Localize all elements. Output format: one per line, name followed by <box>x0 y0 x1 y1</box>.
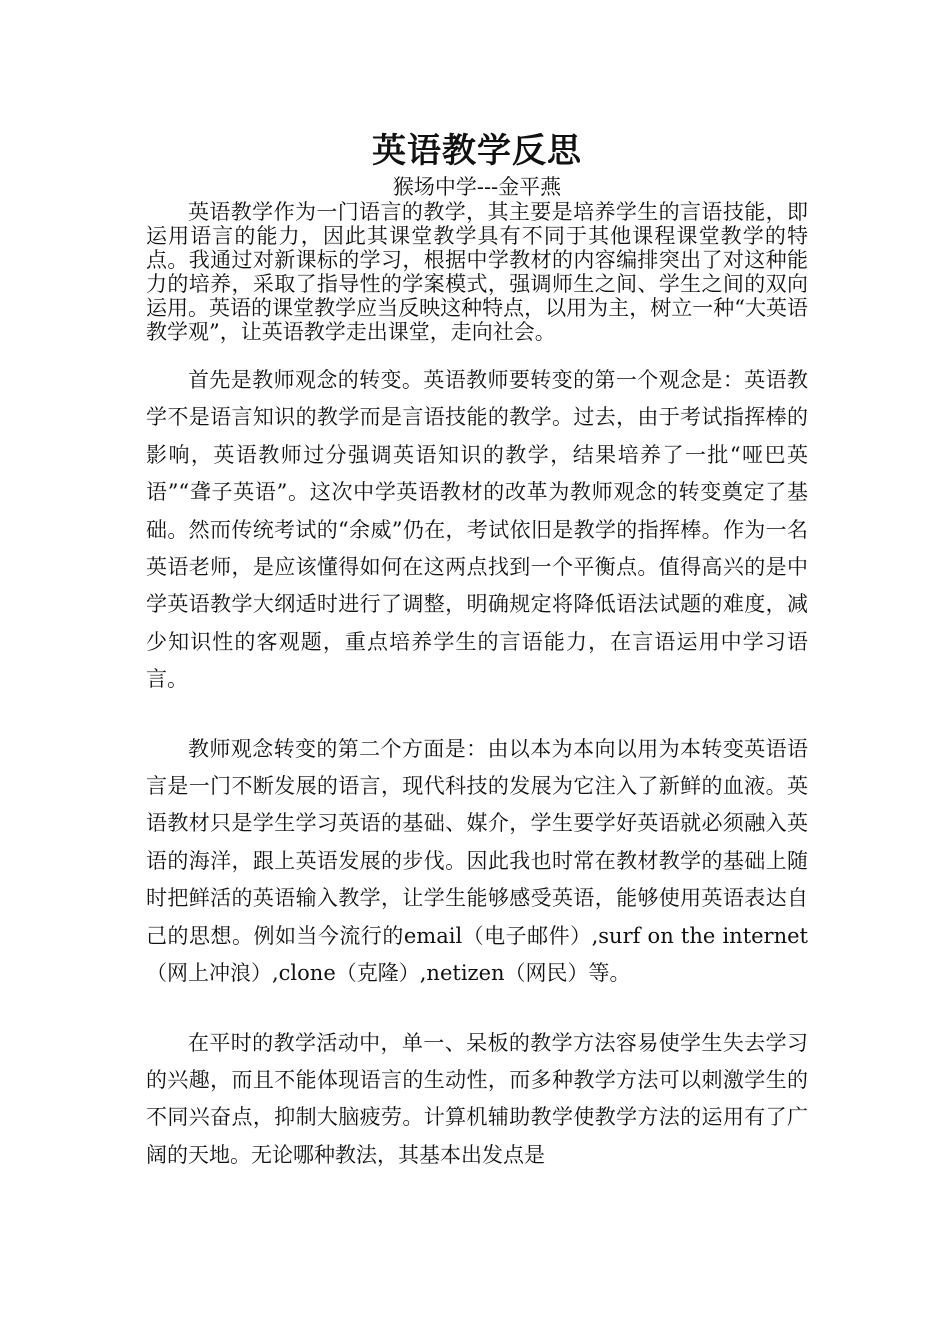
paragraph-teacher-concept-first: 首先是教师观念的转变。英语教师要转变的第一个观念是：英语教学不是语言知识的教学而是言语技能的教学。过去，由于考试指挥棒的影响，英语教师过分强调英语知识的教学，结果培养了一批“哑巴英语”“聋子英语”。这次中学英语教材的改革为教师观念的转变奠定了基础。然而传统考试的“余威”仍在，考试依旧是教学的指挥棒。作为一名英语老师，是应该懂得如何在这两点找到一个平衡点。值得高兴的是中学英语教学大纲适时进行了调整，明确规定将降低语法试题的难度，减少知识性的客观题，重点培养学生的言语能力，在言语运用中学习语言。 <box>146 368 808 692</box>
paragraph-teacher-concept-second: 教师观念转变的第二个方面是：由以本为本向以用为本转变英语语言是一门不断发展的语言，现代科技的发展为它注入了新鲜的血液。英语教材只是学生学习英语的基础、媒介，学生要学好英语就必须融入英语的海洋，跟上英语发展的步伐。因此我也时常在教材教学的基础上随时把鲜活的英语输入教学，让学生能够感受英语，能够使用英语表达自己的思想。例如当今流行的email（电子邮件）,surf on the internet（网上冲浪）,clone（克隆）,netizen（网民）等。 <box>146 736 808 986</box>
paragraph-teaching-methods: 在平时的教学活动中，单一、呆板的教学方法容易使学生失去学习的兴趣，而且不能体现语言的生动性，而多种教学方法可以刺激学生的不同兴奋点，抑制大脑疲劳。计算机辅助教学使教学方法的运用有了广阔的天地。无论哪种教法，其基本出发点是 <box>146 1030 808 1167</box>
paragraph-intro: 英语教学作为一门语言的教学，其主要是培养学生的言语技能，即运用语言的能力，因此其课堂教学具有不同于其他课程课堂教学的特点。我通过对新课标的学习，根据中学教材的内容编排突出了对这种能力的培养，采取了指导性的学案模式，强调师生之间、学生之间的双向运用。英语的课堂教学应当反映这种特点，以用为主，树立一种“大英语教学观”，让英语教学走出课堂，走向社会。 <box>146 200 808 344</box>
document-title: 英语教学反思 <box>372 131 582 171</box>
document-page <box>146 128 808 1174</box>
author-line: 猴场中学---金平燕 <box>392 175 562 199</box>
